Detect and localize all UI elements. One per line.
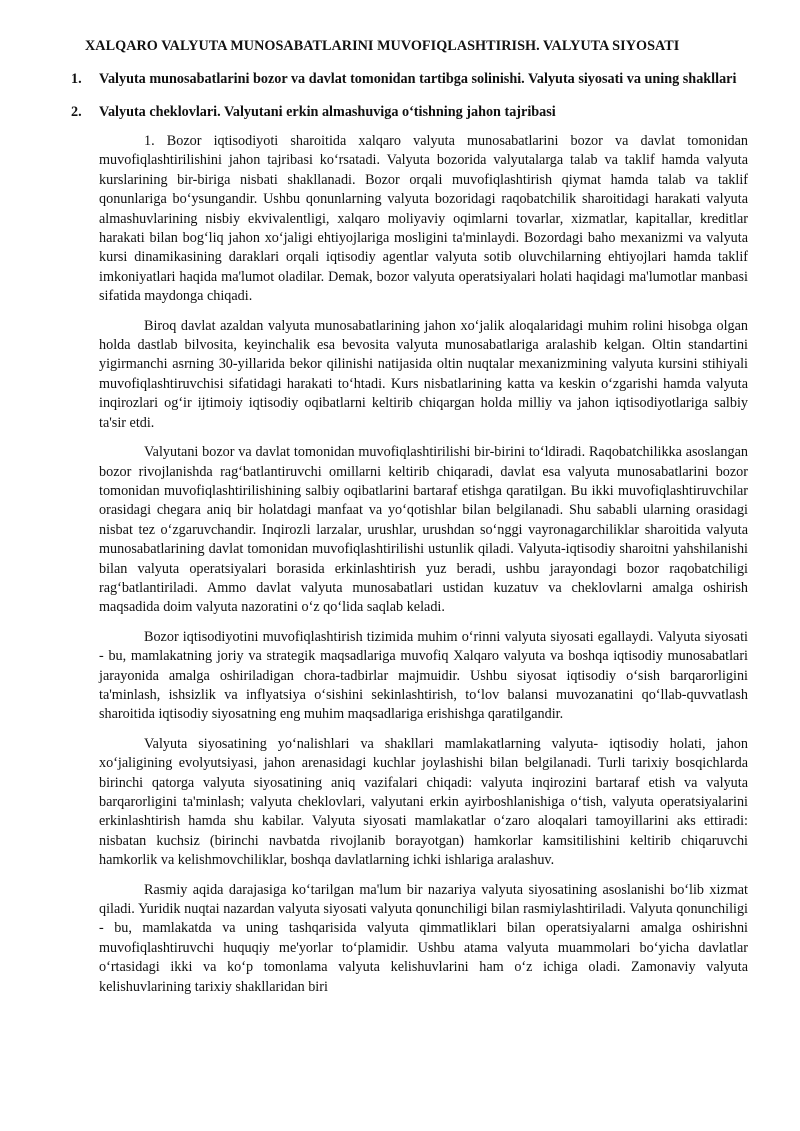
outline-item-number: 2. [71, 104, 82, 120]
paragraph: Valyuta siyosatining yo‘nalishlari va shakllari mamlakatlarning valyuta- iqtisodiy holati, jahon xo‘jaligining evolyutsiyasi, jahon arenasidagi kuchlar joylashishi bilan belgilanadi. Turli tarixiy bosqichlarda birinchi qatorga valyuta siyosatining aniq vazifalari chiqadi: valyuta inqirozini bartaraf etish va valyuta barqarorligini ta'minlash; valyuta cheklovlari, valyutani erkin ayirboshlanishiga o‘tish, valyuta operatsiyalarini erkinlashtirish hamda shu kabilar. Valyuta siyosati mamlakatlar o‘zaro aloqalari tamoyillarini aks ettiradi: nisbatan kuchsiz (birinchi navbatda rivojlanib borayotgan) hamkorlar kamsitilishini keltirib chiqaruvchi hamkorlik va kelishmovchiliklar, boshqa davlatlarning ichki ishlariga aralashuv. [99, 735, 748, 869]
paragraph: 1. Bozor iqtisodiyoti sharoitida xalqaro valyuta munosabatlarini bozor va davlat tomonidan muvofiqlashtirilishini jahon tajribasi ko‘rsatadi. Valyuta bozorida valyutalarga talab va taklif hamda valyuta kurslarining bir-biriga nisbati shakllanadi. Bozor orqali muvofiqlashtirish qiymat hamda talab va taklif qonunlariga bo‘ysungandir. Ushbu qonunlarning valyuta bozoridagi raqobatchilik sharoitidagi harakati valyuta almashuvlarining nisbiy ekvivalentligi, xalqaro moliyaviy oqimlarni tovarlar, xizmatlar, kapitallar, kreditlar harakati bilan bog‘liq jahon xo‘jaligi ehtiyojlariga mosligini ta'minlaydi. Bozordagi baho mexanizmi va valyuta kursi dinamikasining daraklari orqali iqtisodiy agentlar valyuta sotib oluvchilarning ehtiyojlari hamda taklif imkoniyatlari haqida ma'lumot oladilar. Demak, bozor valyuta operatsiyalari holati haqidagi ma'lumotlar manbasi sifatida maydonga chiqadi. [99, 133, 748, 305]
outline-item-text: Valyuta munosabatlarini bozor va davlat tomonidan tartibga solinishi. Valyuta siyosati va uning shakllari [99, 71, 737, 87]
outline-item [71, 70, 748, 89]
document-title: XALQARO VALYUTA MUNOSABATLARINI MUVOFIQLASHTIRISH. VALYUTA SIYOSATI [85, 38, 680, 54]
paragraph: Rasmiy aqida darajasiga ko‘tarilgan ma'lum bir nazariya valyuta siyosatining asoslanishi bo‘lib xizmat qiladi. Yuridik nuqtai nazardan valyuta siyosati valyuta qonunchiligi bilan rasmiylashtiriladi. Valyuta qonunchiligi - bu, mamlakatda va uning tashqarisida valyuta qimmatliklari bilan operatsiyalarni amalga oshirishni muvofiqlashtiruvchi huquqiy me'yorlar to‘plamidir. Ushbu atama valyuta muammolari bo‘yicha davlatlar o‘rtasidagi ikki va ko‘p tomonlama valyuta kelishuvlarini ham o‘z ichiga oladi. Zamonaviy valyuta kelishuvlarining tarixiy shakllaridan biri [99, 881, 748, 995]
outline-item [71, 103, 748, 122]
paragraph: Bozor iqtisodiyotini muvofiqlashtirish tizimida muhim o‘rinni valyuta siyosati egallaydi. Valyuta siyosati - bu, mamlakatning joriy va strategik maqsadlariga muvofiq Xalqaro valyuta va boshqa iqtisodiy munosabatlari jarayonida amalga oshiriladigan chora-tadbirlar majmuidir. Ushbu siyosat iqtisodiy o‘sish barqarorligini ta'minlash, ishsizlik va inflyatsiya o‘sishini sekinlashtirish, to‘lov balansi muvozanatini qo‘llab-quvvatlash sharoitida iqtisodiy siyosatning eng muhim maqsadlariga erishishga qaratilgandir. [99, 628, 748, 723]
paragraph: Biroq davlat azaldan valyuta munosabatlarining jahon xo‘jalik aloqalaridagi muhim rolini hisobga olgan holda dastlab bilvosita, keyinchalik esa bevosita valyuta munosabatlariga aralashib kelgan. Oltin standartini yigirmanchi asrning 30-yillarida bekor qilinishi natijasida oltin nuqtalar mexanizmining valyuta kursini stihiyali muvofiqlashtiruvchisi sifatidagi harakati to‘htadi. Kurs nisbatlarining katta va keskin o‘zgarishi hamda valyuta inqirozlari og‘ir ijtimoiy iqtisodiy oqibatlarni keltirib chiqargan holda milliy va jahon iqtisodiyotlariga salbiy ta'sir etdi. [99, 317, 748, 431]
topic-outline [71, 70, 748, 122]
outline-item-number: 1. [71, 71, 82, 87]
outline-item-text: Valyuta cheklovlari. Valyutani erkin almashuviga o‘tishning jahon tajribasi [99, 104, 556, 120]
body-text [99, 132, 748, 997]
paragraph: Valyutani bozor va davlat tomonidan muvofiqlashtirilishi bir-birini to‘ldiradi. Raqobatchilikka asoslangan bozor rivojlanishda rag‘batlantiruvchi omillarni keltirib chiqaradi, davlat esa valyuta munosabatlarini bozor tomonidan muvofiqlashtirilishining salbiy oqibatlarini bartaraf etishga qaratilgan. Bu ikki muvofiqlashtiruvchilar orasidagi chegara aniq bir holatdagi manfaat va yo‘qotishlar bilan belgilanadi. Shu sababli ularning orasidagi nisbat tez o‘zgaruvchandir. Inqirozli larzalar, urushlar, urushdan so‘nggi vayronagarchiliklar sharoitida valyuta munosabatlarining davlat tomonidan muvofiqlashtirilishi ustunlik qiladi. Valyuta-iqtisodiy sharoitni yahshilanishi bilan valyuta operatsiyalari borasida erkinlashtirish yuz beradi, ushbu jarayondagi bozor raqobatchiligi rag‘batlantiriladi. Ammo davlat valyuta munosabatlari ustidan kuzatuv va cheklovlarni amalga oshirish maqsadida doim valyuta nazoratini o‘z qo‘lida saqlab keladi. [99, 444, 748, 616]
